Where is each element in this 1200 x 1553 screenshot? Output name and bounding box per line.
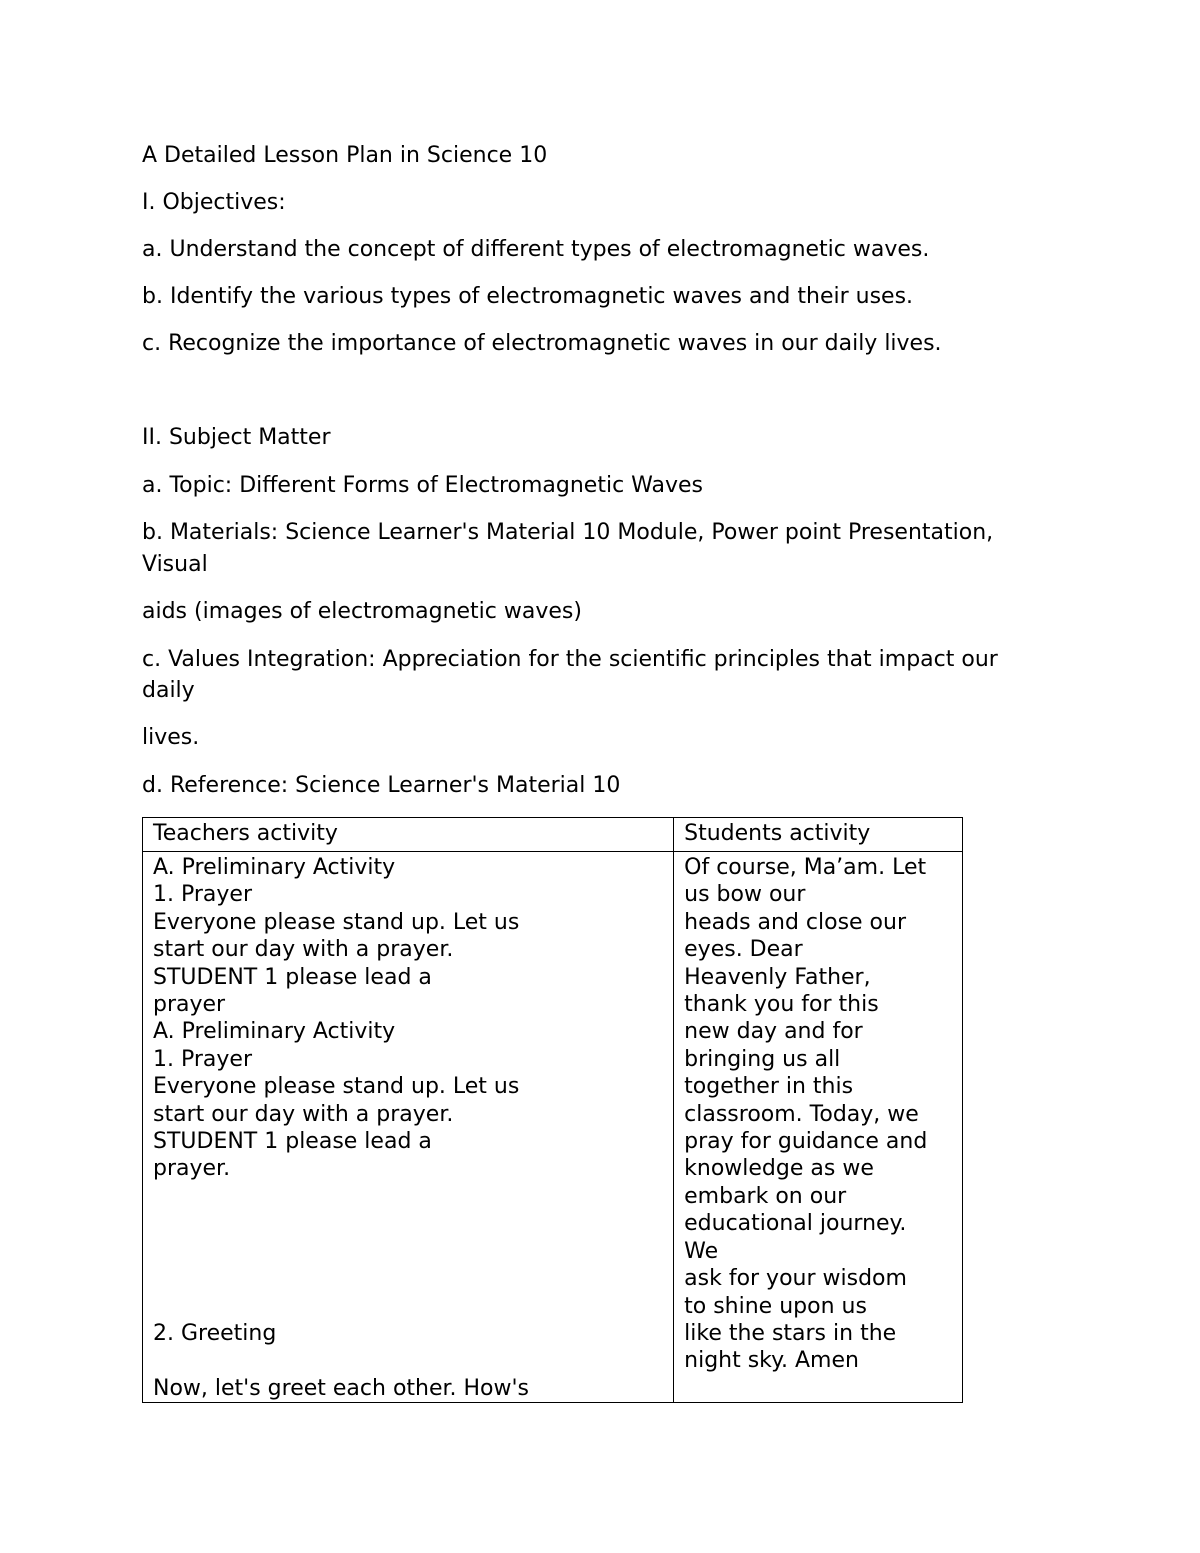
- student-activity-line: Heavenly Father,: [684, 964, 871, 990]
- student-activity-line: Of course, Ma’am. Let: [684, 855, 927, 880]
- student-activity-line: heads and close our: [684, 909, 907, 935]
- student-activity-line: knowledge as we: [684, 1156, 874, 1182]
- student-activity-line: together in this: [684, 1074, 854, 1100]
- teacher-activity-line: STUDENT 1 please lead a: [153, 964, 432, 990]
- student-activity-line: like the stars in the: [684, 1320, 897, 1346]
- objective-b: b. Identify the various types of electromagnetic waves and their uses.: [142, 284, 914, 309]
- table-header-row: [143, 818, 963, 852]
- teacher-activity-line: [153, 1265, 663, 1292]
- teacher-activity-line: 2. Greeting: [153, 1320, 277, 1346]
- teacher-activity-line: Now, let's greet each other. How's: [153, 1375, 530, 1401]
- teacher-activity-line: [153, 1210, 663, 1237]
- document-title: A Detailed Lesson Plan in Science 10: [142, 143, 548, 168]
- teacher-activity-line: Everyone please stand up. Let us: [153, 1074, 520, 1100]
- teacher-activity-line: [153, 1292, 663, 1319]
- values-line-2: daily: [142, 678, 195, 703]
- reference-line: d. Reference: Science Learner's Material 10: [142, 773, 621, 798]
- student-activity-line: to shine upon us: [684, 1293, 867, 1319]
- student-activity-lines: [684, 854, 952, 1375]
- teacher-activity-line: [153, 1183, 663, 1210]
- teacher-activity-line: A. Preliminary Activity: [153, 1019, 396, 1045]
- student-activity-line: new day and for: [684, 1019, 863, 1045]
- student-activity-header: Students activity: [674, 818, 963, 852]
- materials-line-1: b. Materials: Science Learner's Material 10 Module, Power point Presentation,: [142, 520, 994, 545]
- student-activity-line: We: [684, 1238, 719, 1264]
- student-activity-line: classroom. Today, we: [684, 1101, 919, 1127]
- teacher-activity-line: [153, 1347, 663, 1374]
- teacher-activity-lines: [153, 854, 663, 1402]
- teacher-activity-line: prayer.: [153, 1156, 231, 1182]
- student-activity-line: night sky. Amen: [684, 1348, 859, 1374]
- teacher-activity-header: Teachers activity: [143, 818, 674, 852]
- objective-c: c. Recognize the importance of electromagnetic waves in our daily lives.: [142, 331, 942, 356]
- objectives-heading: I. Objectives:: [142, 190, 286, 215]
- student-activity-line: educational journey.: [684, 1211, 907, 1237]
- teacher-activity-line: 1. Prayer: [153, 1046, 252, 1072]
- materials-line-2: Visual: [142, 552, 208, 577]
- teacher-activity-line: start our day with a prayer.: [153, 1101, 454, 1127]
- student-activity-cell: [674, 852, 963, 1403]
- subject-matter-heading: II. Subject Matter: [142, 425, 331, 450]
- teacher-activity-line: 1. Prayer: [153, 882, 252, 908]
- student-activity-line: ask for your wisdom: [684, 1266, 907, 1292]
- teacher-activity-line: A. Preliminary Activity: [153, 855, 396, 880]
- teacher-activity-line: Everyone please stand up. Let us: [153, 909, 520, 935]
- teacher-activity-line: [153, 1238, 663, 1265]
- teacher-activity-line: start our day with a prayer.: [153, 937, 454, 963]
- teacher-activity-line: prayer: [153, 992, 226, 1018]
- student-activity-line: thank you for this: [684, 992, 879, 1018]
- table-row: [143, 852, 963, 1403]
- objective-a: a. Understand the concept of different types of electromagnetic waves.: [142, 237, 930, 262]
- teacher-activity-line: STUDENT 1 please lead a: [153, 1129, 432, 1155]
- topic-line: a. Topic: Different Forms of Electromagnetic Waves: [142, 473, 703, 498]
- activity-table: [142, 817, 963, 1403]
- student-activity-line: us bow our: [684, 882, 806, 908]
- student-activity-line: embark on our: [684, 1183, 847, 1209]
- materials-line-3: aids (images of electromagnetic waves): [142, 599, 582, 624]
- values-line-1: c. Values Integration: Appreciation for the scientific principles that impact our: [142, 647, 998, 672]
- values-line-3: lives.: [142, 725, 200, 750]
- teacher-activity-cell: [143, 852, 674, 1403]
- student-activity-line: bringing us all: [684, 1046, 841, 1072]
- student-activity-line: pray for guidance and: [684, 1129, 928, 1155]
- student-activity-line: eyes. Dear: [684, 937, 803, 963]
